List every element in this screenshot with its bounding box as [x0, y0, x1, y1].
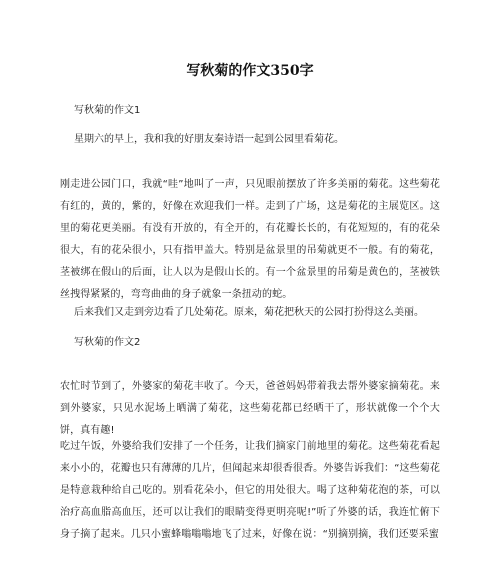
section-1-paragraph-1: 刚走进公园门口，我就“哇”地叫了一声，只见眼前摆放了许多美丽的菊花。这些菊花有红的，黄的，紫的，好像在欢迎我们一样。走到了广场，这是菊花的主展览区。这里的菊花更美丽。有没有开放的，有全开的，有花瓣长长的，有花短短的，有的花朵很大，有的花朵很小，只有指甲盖大。特别是盆景里的吊菊就更不一般。有的菊花，茎被绑在假山的后面，让人以为是假山长的。有一个盆景里的吊菊是黄色的，茎被铁丝拽得紧紧的，弯弯曲曲的身子就象一条扭动的蛇。 [60, 179, 440, 300]
section-heading-1: 写秋菊的作文1 [74, 105, 141, 116]
section-2-paragraph-1: 农忙时节到了，外婆家的菊花丰收了。今天，爸爸妈妈带着我去帮外婆家摘菊花。来到外婆家，只见水泥场上晒满了菊花，这些菊花都已经晒干了，形状就像一个个大饼，真有趣! [60, 381, 440, 436]
section-heading-2: 写秋菊的作文2 [74, 337, 141, 348]
section-2-paragraph-2: 吃过午饭，外婆给我们安排了一个任务，让我们摘家门前地里的菊花。这些菊花看起来小小的，花瓣也只有薄薄的几片，但闻起来却很香很香。外婆告诉我们：“这些菊花是特意栽种给自己吃的。别看花朵小，但它的用处很大。喝了这种菊花泡的茶，可以治疗高血脂高血压，还可以让我们的眼睛变得更明亮呢!”听了外婆的话，我连忙俯下身子摘了起来。几只小蜜蜂嗡嗡嗡地飞了过来，好像在说：“别摘别摘，我们还要采蜜 [60, 441, 440, 540]
section-1-paragraph-2: 后来我们又走到旁边看了几处菊花。原来，菊花把秋天的公园打扮得这么美丽。 [74, 307, 424, 318]
section-1-intro: 星期六的早上，我和我的好朋友秦诗语一起到公园里看菊花。 [74, 134, 344, 145]
document-title: 写秋菊的作文350字 [186, 63, 314, 79]
